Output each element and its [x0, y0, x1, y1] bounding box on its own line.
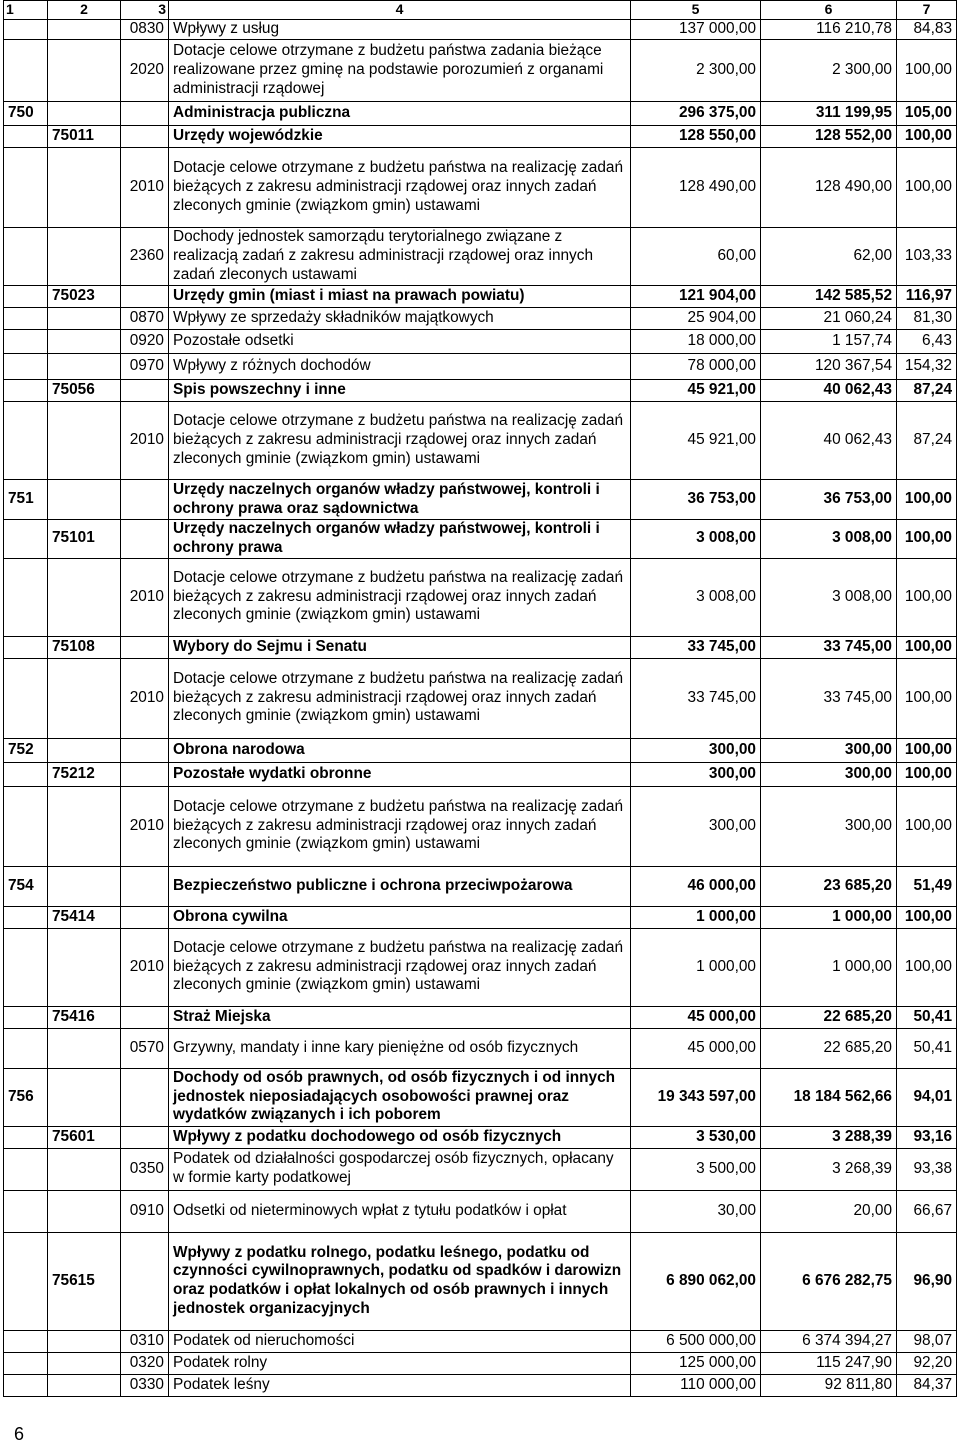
cell-opis: Bezpieczeństwo publiczne i ochrona przeciwpożarowa [169, 866, 631, 906]
cell-paragraf: 2010 [121, 786, 169, 866]
budget-table [3, 0, 957, 1397]
table-row [4, 1374, 957, 1396]
cell-paragraf [121, 906, 169, 928]
cell-plan: 3 008,00 [631, 520, 761, 559]
cell-procent: 105,00 [897, 102, 957, 126]
table-row [4, 102, 957, 126]
cell-paragraf: 2010 [121, 928, 169, 1006]
cell-procent: 100,00 [897, 40, 957, 102]
table-row [4, 1190, 957, 1232]
cell-paragraf: 0570 [121, 1028, 169, 1068]
cell-procent: 50,41 [897, 1028, 957, 1068]
cell-rozdzial [48, 480, 121, 520]
cell-paragraf [121, 1006, 169, 1028]
cell-opis: Urzędy gmin (miast i miast na prawach powiatu) [169, 286, 631, 308]
cell-paragraf [121, 636, 169, 658]
cell-wykonanie: 92 811,80 [761, 1374, 897, 1396]
cell-procent: 96,90 [897, 1232, 957, 1330]
cell-opis: Dotacje celowe otrzymane z budżetu państwa zadania bieżące realizowane przez gminę na podstawie porozumień z organami administracji rządowej [169, 40, 631, 102]
cell-dzial [4, 1028, 48, 1068]
cell-plan: 18 000,00 [631, 330, 761, 354]
header-col-3: 3 [121, 1, 169, 20]
cell-paragraf [121, 520, 169, 559]
cell-wykonanie: 3 288,39 [761, 1126, 897, 1148]
cell-wykonanie: 128 490,00 [761, 148, 897, 228]
cell-rozdzial [48, 1028, 121, 1068]
cell-plan: 78 000,00 [631, 354, 761, 380]
table-row [4, 330, 957, 354]
cell-rozdzial [48, 658, 121, 738]
cell-wykonanie: 6 676 282,75 [761, 1232, 897, 1330]
cell-dzial [4, 1126, 48, 1148]
cell-opis: Administracja publiczna [169, 102, 631, 126]
table-row [4, 928, 957, 1006]
cell-paragraf [121, 380, 169, 402]
table-row [4, 1330, 957, 1352]
cell-rozdzial [48, 866, 121, 906]
cell-paragraf: 2020 [121, 40, 169, 102]
cell-dzial [4, 286, 48, 308]
cell-dzial [4, 762, 48, 786]
cell-wykonanie: 120 367,54 [761, 354, 897, 380]
table-row [4, 480, 957, 520]
header-col-6: 6 [761, 1, 897, 20]
cell-opis: Wpływy z podatku dochodowego od osób fizycznych [169, 1126, 631, 1148]
cell-paragraf [121, 126, 169, 148]
cell-paragraf [121, 480, 169, 520]
cell-plan: 45 921,00 [631, 402, 761, 480]
cell-procent: 100,00 [897, 148, 957, 228]
cell-dzial [4, 354, 48, 380]
cell-dzial [4, 148, 48, 228]
cell-procent: 93,38 [897, 1148, 957, 1190]
cell-plan: 6 890 062,00 [631, 1232, 761, 1330]
cell-rozdzial [48, 1190, 121, 1232]
cell-dzial [4, 906, 48, 928]
table-row [4, 658, 957, 738]
table-row [4, 558, 957, 636]
cell-plan: 33 745,00 [631, 636, 761, 658]
cell-wykonanie: 22 685,20 [761, 1028, 897, 1068]
cell-paragraf [121, 1232, 169, 1330]
cell-wykonanie: 21 060,24 [761, 308, 897, 330]
table-row [4, 402, 957, 480]
cell-plan: 110 000,00 [631, 1374, 761, 1396]
cell-paragraf: 0830 [121, 20, 169, 40]
cell-wykonanie: 311 199,95 [761, 102, 897, 126]
cell-plan: 25 904,00 [631, 308, 761, 330]
cell-paragraf: 0910 [121, 1190, 169, 1232]
cell-paragraf: 2010 [121, 658, 169, 738]
cell-opis: Urzędy naczelnych organów władzy państwowej, kontroli i ochrony prawa oraz sądownictwa [169, 480, 631, 520]
cell-opis: Straż Miejska [169, 1006, 631, 1028]
cell-wykonanie: 33 745,00 [761, 636, 897, 658]
cell-wykonanie: 33 745,00 [761, 658, 897, 738]
table-row [4, 1006, 957, 1028]
table-row [4, 380, 957, 402]
cell-dzial: 752 [4, 738, 48, 762]
cell-plan: 36 753,00 [631, 480, 761, 520]
cell-procent: 87,24 [897, 402, 957, 480]
cell-rozdzial [48, 738, 121, 762]
cell-paragraf [121, 1068, 169, 1126]
cell-dzial [4, 1330, 48, 1352]
cell-opis: Wpływy z różnych dochodów [169, 354, 631, 380]
header-row [4, 1, 957, 20]
header-col-4: 4 [169, 1, 631, 20]
cell-dzial [4, 40, 48, 102]
cell-procent: 84,37 [897, 1374, 957, 1396]
cell-rozdzial [48, 928, 121, 1006]
cell-plan: 3 500,00 [631, 1148, 761, 1190]
cell-paragraf: 0350 [121, 1148, 169, 1190]
cell-rozdzial: 75023 [48, 286, 121, 308]
cell-opis: Grzywny, mandaty i inne kary pieniężne od osób fizycznych [169, 1028, 631, 1068]
cell-rozdzial: 75212 [48, 762, 121, 786]
cell-plan: 60,00 [631, 228, 761, 286]
cell-wykonanie: 6 374 394,27 [761, 1330, 897, 1352]
cell-rozdzial: 75615 [48, 1232, 121, 1330]
cell-procent: 87,24 [897, 380, 957, 402]
cell-procent: 100,00 [897, 558, 957, 636]
table-row [4, 40, 957, 102]
cell-rozdzial [48, 20, 121, 40]
cell-dzial [4, 1006, 48, 1028]
cell-procent: 116,97 [897, 286, 957, 308]
cell-opis: Odsetki od nieterminowych wpłat z tytułu podatków i opłat [169, 1190, 631, 1232]
cell-procent: 100,00 [897, 762, 957, 786]
cell-opis: Podatek leśny [169, 1374, 631, 1396]
cell-opis: Dotacje celowe otrzymane z budżetu państwa na realizację zadań bieżących z zakresu administracji rządowej oraz innych zadań zleconych gminie (związkom gmin) ustawami [169, 402, 631, 480]
cell-dzial [4, 402, 48, 480]
cell-procent: 81,30 [897, 308, 957, 330]
cell-wykonanie: 2 300,00 [761, 40, 897, 102]
table-row [4, 308, 957, 330]
cell-procent: 100,00 [897, 658, 957, 738]
cell-dzial [4, 1190, 48, 1232]
cell-opis: Wpływy z podatku rolnego, podatku leśnego, podatku od czynności cywilnoprawnych, podatku od spadków i darowizn oraz podatków i opłat lokalnych od osób prawnych i innych jednostek organizacyjnych [169, 1232, 631, 1330]
cell-paragraf: 0320 [121, 1352, 169, 1374]
table-row [4, 126, 957, 148]
cell-plan: 296 375,00 [631, 102, 761, 126]
cell-wykonanie: 1 000,00 [761, 928, 897, 1006]
cell-dzial [4, 558, 48, 636]
cell-rozdzial: 75056 [48, 380, 121, 402]
cell-dzial [4, 520, 48, 559]
cell-paragraf: 2010 [121, 402, 169, 480]
cell-rozdzial [48, 1330, 121, 1352]
cell-opis: Spis powszechny i inne [169, 380, 631, 402]
cell-procent: 92,20 [897, 1352, 957, 1374]
cell-rozdzial [48, 354, 121, 380]
cell-plan: 1 000,00 [631, 906, 761, 928]
cell-paragraf [121, 286, 169, 308]
cell-dzial [4, 380, 48, 402]
cell-rozdzial: 75108 [48, 636, 121, 658]
header-col-1: 1 [4, 1, 48, 20]
cell-dzial [4, 1148, 48, 1190]
table-row [4, 148, 957, 228]
cell-procent: 84,83 [897, 20, 957, 40]
cell-opis: Dotacje celowe otrzymane z budżetu państwa na realizację zadań bieżących z zakresu administracji rządowej oraz innych zadań zleconych gminie (związkom gmin) ustawami [169, 786, 631, 866]
cell-procent: 103,33 [897, 228, 957, 286]
table-row [4, 1352, 957, 1374]
cell-procent: 98,07 [897, 1330, 957, 1352]
cell-paragraf: 2360 [121, 228, 169, 286]
cell-plan: 300,00 [631, 786, 761, 866]
cell-procent: 100,00 [897, 126, 957, 148]
cell-procent: 154,32 [897, 354, 957, 380]
cell-opis: Dotacje celowe otrzymane z budżetu państwa na realizację zadań bieżących z zakresu administracji rządowej oraz innych zadań zleconych gminie (związkom gmin) ustawami [169, 928, 631, 1006]
cell-procent: 6,43 [897, 330, 957, 354]
cell-opis: Podatek od nieruchomości [169, 1330, 631, 1352]
cell-opis: Wpływy z usług [169, 20, 631, 40]
header-col-2: 2 [48, 1, 121, 20]
cell-opis: Pozostałe odsetki [169, 330, 631, 354]
cell-paragraf: 0970 [121, 354, 169, 380]
cell-rozdzial [48, 308, 121, 330]
table-row [4, 520, 957, 559]
cell-plan: 1 000,00 [631, 928, 761, 1006]
cell-wykonanie: 20,00 [761, 1190, 897, 1232]
cell-rozdzial [48, 330, 121, 354]
cell-plan: 137 000,00 [631, 20, 761, 40]
table-row [4, 762, 957, 786]
cell-wykonanie: 40 062,43 [761, 402, 897, 480]
cell-rozdzial: 75416 [48, 1006, 121, 1028]
table-row [4, 286, 957, 308]
cell-opis: Podatek rolny [169, 1352, 631, 1374]
cell-wykonanie: 3 008,00 [761, 558, 897, 636]
cell-dzial [4, 1374, 48, 1396]
page-number: 6 [14, 1424, 25, 1444]
cell-dzial [4, 1352, 48, 1374]
cell-procent: 100,00 [897, 480, 957, 520]
cell-plan: 6 500 000,00 [631, 1330, 761, 1352]
cell-procent: 100,00 [897, 636, 957, 658]
table-row [4, 906, 957, 928]
cell-plan: 121 904,00 [631, 286, 761, 308]
cell-wykonanie: 22 685,20 [761, 1006, 897, 1028]
cell-paragraf [121, 1126, 169, 1148]
cell-dzial [4, 636, 48, 658]
cell-wykonanie: 18 184 562,66 [761, 1068, 897, 1126]
cell-rozdzial: 75101 [48, 520, 121, 559]
cell-dzial: 754 [4, 866, 48, 906]
cell-opis: Podatek od działalności gospodarczej osób fizycznych, opłacany w formie karty podatkowej [169, 1148, 631, 1190]
header-col-7: 7 [897, 1, 957, 20]
cell-wykonanie: 23 685,20 [761, 866, 897, 906]
cell-paragraf: 0920 [121, 330, 169, 354]
cell-rozdzial [48, 1352, 121, 1374]
cell-dzial [4, 126, 48, 148]
cell-wykonanie: 1 000,00 [761, 906, 897, 928]
cell-paragraf [121, 102, 169, 126]
cell-wykonanie: 3 008,00 [761, 520, 897, 559]
cell-plan: 300,00 [631, 738, 761, 762]
table-row [4, 786, 957, 866]
cell-rozdzial [48, 786, 121, 866]
table-row [4, 354, 957, 380]
cell-procent: 100,00 [897, 520, 957, 559]
cell-opis: Dotacje celowe otrzymane z budżetu państwa na realizację zadań bieżących z zakresu administracji rządowej oraz innych zadań zleconych gminie (związkom gmin) ustawami [169, 558, 631, 636]
table-row [4, 1068, 957, 1126]
cell-wykonanie: 36 753,00 [761, 480, 897, 520]
cell-paragraf [121, 762, 169, 786]
cell-plan: 125 000,00 [631, 1352, 761, 1374]
cell-wykonanie: 300,00 [761, 762, 897, 786]
cell-dzial [4, 658, 48, 738]
cell-opis: Obrona narodowa [169, 738, 631, 762]
cell-paragraf: 0870 [121, 308, 169, 330]
cell-wykonanie: 1 157,74 [761, 330, 897, 354]
table-row [4, 1232, 957, 1330]
cell-opis: Urzędy wojewódzkie [169, 126, 631, 148]
cell-plan: 33 745,00 [631, 658, 761, 738]
cell-plan: 45 921,00 [631, 380, 761, 402]
cell-procent: 100,00 [897, 786, 957, 866]
cell-dzial [4, 20, 48, 40]
cell-opis: Wybory do Sejmu i Senatu [169, 636, 631, 658]
cell-dzial: 750 [4, 102, 48, 126]
cell-dzial: 751 [4, 480, 48, 520]
cell-paragraf [121, 738, 169, 762]
cell-wykonanie: 300,00 [761, 786, 897, 866]
cell-dzial [4, 786, 48, 866]
cell-rozdzial [48, 558, 121, 636]
cell-paragraf: 2010 [121, 148, 169, 228]
cell-opis: Dochody jednostek samorządu terytorialnego związane z realizacją zadań z zakresu administracji rządowej oraz innych zadań zleconych ustawami [169, 228, 631, 286]
cell-opis: Wpływy ze sprzedaży składników majątkowych [169, 308, 631, 330]
table-row [4, 738, 957, 762]
cell-procent: 100,00 [897, 928, 957, 1006]
cell-paragraf: 0310 [121, 1330, 169, 1352]
cell-plan: 2 300,00 [631, 40, 761, 102]
cell-rozdzial: 75011 [48, 126, 121, 148]
cell-rozdzial [48, 1148, 121, 1190]
cell-rozdzial [48, 402, 121, 480]
table-row [4, 228, 957, 286]
cell-procent: 93,16 [897, 1126, 957, 1148]
cell-dzial [4, 1232, 48, 1330]
cell-paragraf [121, 866, 169, 906]
budget-table-body [4, 1, 957, 1397]
cell-opis: Dotacje celowe otrzymane z budżetu państwa na realizację zadań bieżących z zakresu administracji rządowej oraz innych zadań zleconych gminie (związkom gmin) ustawami [169, 658, 631, 738]
cell-plan: 45 000,00 [631, 1006, 761, 1028]
table-row [4, 1126, 957, 1148]
cell-plan: 45 000,00 [631, 1028, 761, 1068]
cell-plan: 46 000,00 [631, 866, 761, 906]
cell-dzial [4, 928, 48, 1006]
cell-rozdzial [48, 40, 121, 102]
cell-plan: 3 530,00 [631, 1126, 761, 1148]
cell-plan: 3 008,00 [631, 558, 761, 636]
cell-opis: Dotacje celowe otrzymane z budżetu państwa na realizację zadań bieżących z zakresu administracji rządowej oraz innych zadań zleconych gminie (związkom gmin) ustawami [169, 148, 631, 228]
cell-rozdzial [48, 148, 121, 228]
cell-opis: Urzędy naczelnych organów władzy państwowej, kontroli i ochrony prawa [169, 520, 631, 559]
cell-wykonanie: 62,00 [761, 228, 897, 286]
table-row [4, 20, 957, 40]
cell-wykonanie: 3 268,39 [761, 1148, 897, 1190]
cell-paragraf: 2010 [121, 558, 169, 636]
cell-wykonanie: 40 062,43 [761, 380, 897, 402]
cell-rozdzial [48, 1068, 121, 1126]
cell-rozdzial [48, 1374, 121, 1396]
cell-procent: 100,00 [897, 906, 957, 928]
cell-procent: 50,41 [897, 1006, 957, 1028]
cell-opis: Obrona cywilna [169, 906, 631, 928]
cell-wykonanie: 116 210,78 [761, 20, 897, 40]
cell-plan: 128 550,00 [631, 126, 761, 148]
cell-plan: 300,00 [631, 762, 761, 786]
cell-wykonanie: 142 585,52 [761, 286, 897, 308]
table-row [4, 636, 957, 658]
cell-paragraf: 0330 [121, 1374, 169, 1396]
cell-wykonanie: 115 247,90 [761, 1352, 897, 1374]
table-row [4, 1148, 957, 1190]
cell-rozdzial [48, 102, 121, 126]
cell-plan: 19 343 597,00 [631, 1068, 761, 1126]
cell-procent: 100,00 [897, 738, 957, 762]
cell-dzial [4, 308, 48, 330]
cell-dzial [4, 330, 48, 354]
cell-rozdzial: 75601 [48, 1126, 121, 1148]
cell-opis: Dochody od osób prawnych, od osób fizycznych i od innych jednostek nieposiadających osobowości prawnej oraz wydatków związanych i ich poborem [169, 1068, 631, 1126]
cell-wykonanie: 300,00 [761, 738, 897, 762]
table-row [4, 1028, 957, 1068]
table-row [4, 866, 957, 906]
cell-plan: 128 490,00 [631, 148, 761, 228]
cell-procent: 51,49 [897, 866, 957, 906]
cell-opis: Pozostałe wydatki obronne [169, 762, 631, 786]
cell-wykonanie: 128 552,00 [761, 126, 897, 148]
cell-rozdzial: 75414 [48, 906, 121, 928]
cell-rozdzial [48, 228, 121, 286]
cell-procent: 94,01 [897, 1068, 957, 1126]
cell-dzial: 756 [4, 1068, 48, 1126]
cell-plan: 30,00 [631, 1190, 761, 1232]
cell-procent: 66,67 [897, 1190, 957, 1232]
cell-dzial [4, 228, 48, 286]
header-col-5: 5 [631, 1, 761, 20]
